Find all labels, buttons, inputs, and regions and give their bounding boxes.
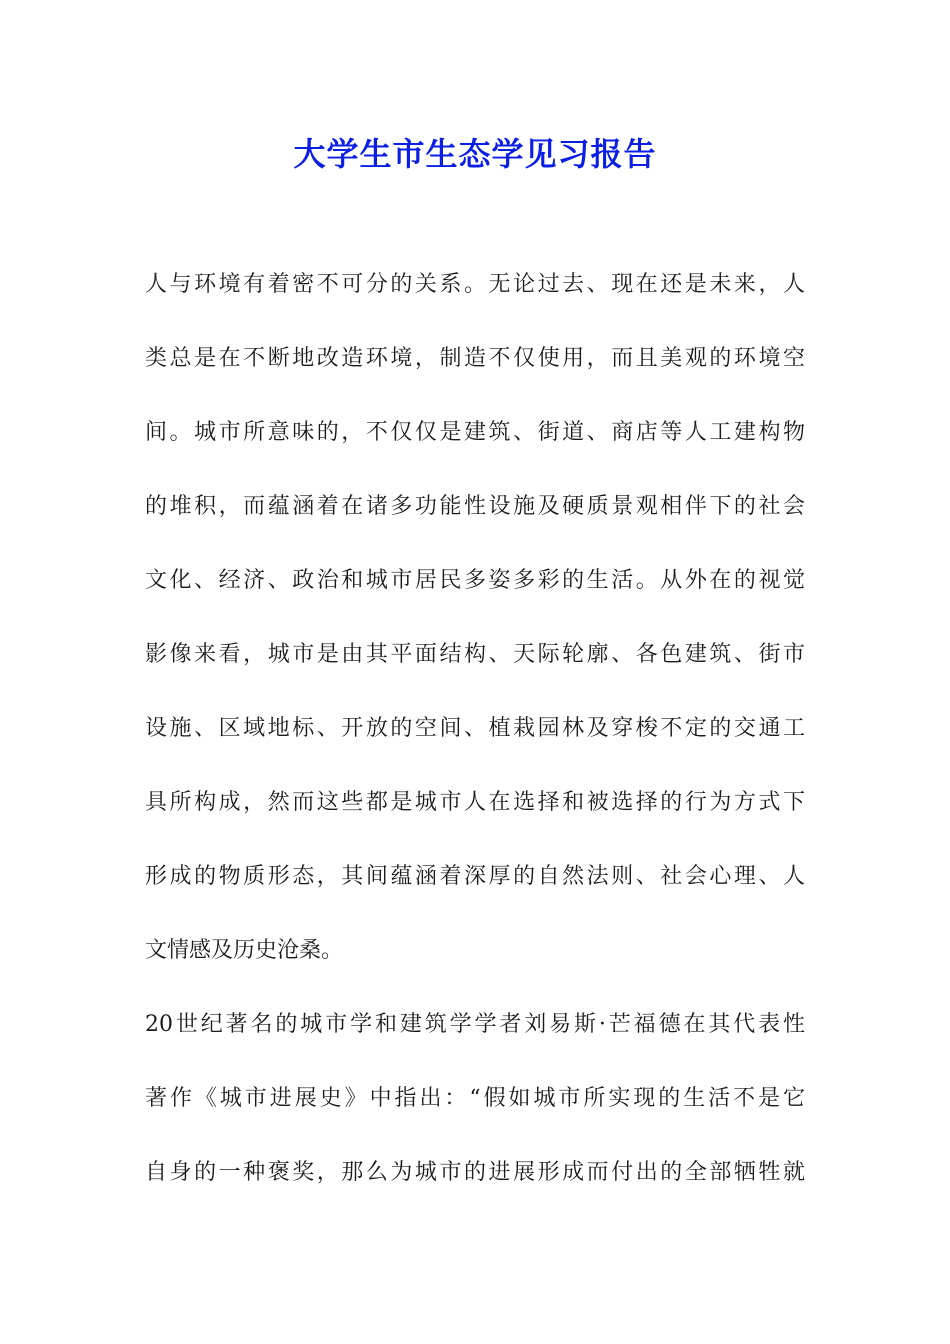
text-line: 类总是在不断地改造环境，制造不仅使用，而且美观的环境空 [145,346,805,371]
text-line: 自身的一种褒奖，那么为城市的进展形成而付出的全部牺牲就 [145,1160,805,1185]
document-title: 大学生市生态学见习报告 [293,135,657,173]
text-line: 的堆积，而蕴涵着在诸多功能性设施及硬质景观相伴下的社会 [145,494,805,519]
text-line: 具所构成，然而这些都是城市人在选择和被选择的行为方式下 [145,790,805,815]
text-line: 影像来看，城市是由其平面结构、天际轮廓、各色建筑、街市 [145,642,805,667]
text-line: 著作《城市进展史》中指出：“假如城市所实现的生活不是它 [145,1086,805,1111]
paragraph-1 [145,265,805,1005]
text-line: 20世纪著名的城市学和建筑学学者刘易斯·芒福德在其代表性 [145,1012,805,1037]
text-line: 文化、经济、政治和城市居民多姿多彩的生活。从外在的视觉 [145,568,805,593]
text-line: 设施、区域地标、开放的空间、植栽园林及穿梭不定的交通工 [145,716,805,741]
paragraph-2 [145,1005,805,1227]
text-line: 形成的物质形态，其间蕴涵着深厚的自然法则、社会心理、人 [145,864,805,889]
text-line: 文情感及历史沧桑。 [145,938,344,963]
document-body [145,265,805,1227]
text-line: 人与环境有着密不可分的关系。无论过去、现在还是未来，人 [145,272,805,297]
text-line: 间。城市所意味的，不仅仅是建筑、街道、商店等人工建构物 [145,420,805,445]
